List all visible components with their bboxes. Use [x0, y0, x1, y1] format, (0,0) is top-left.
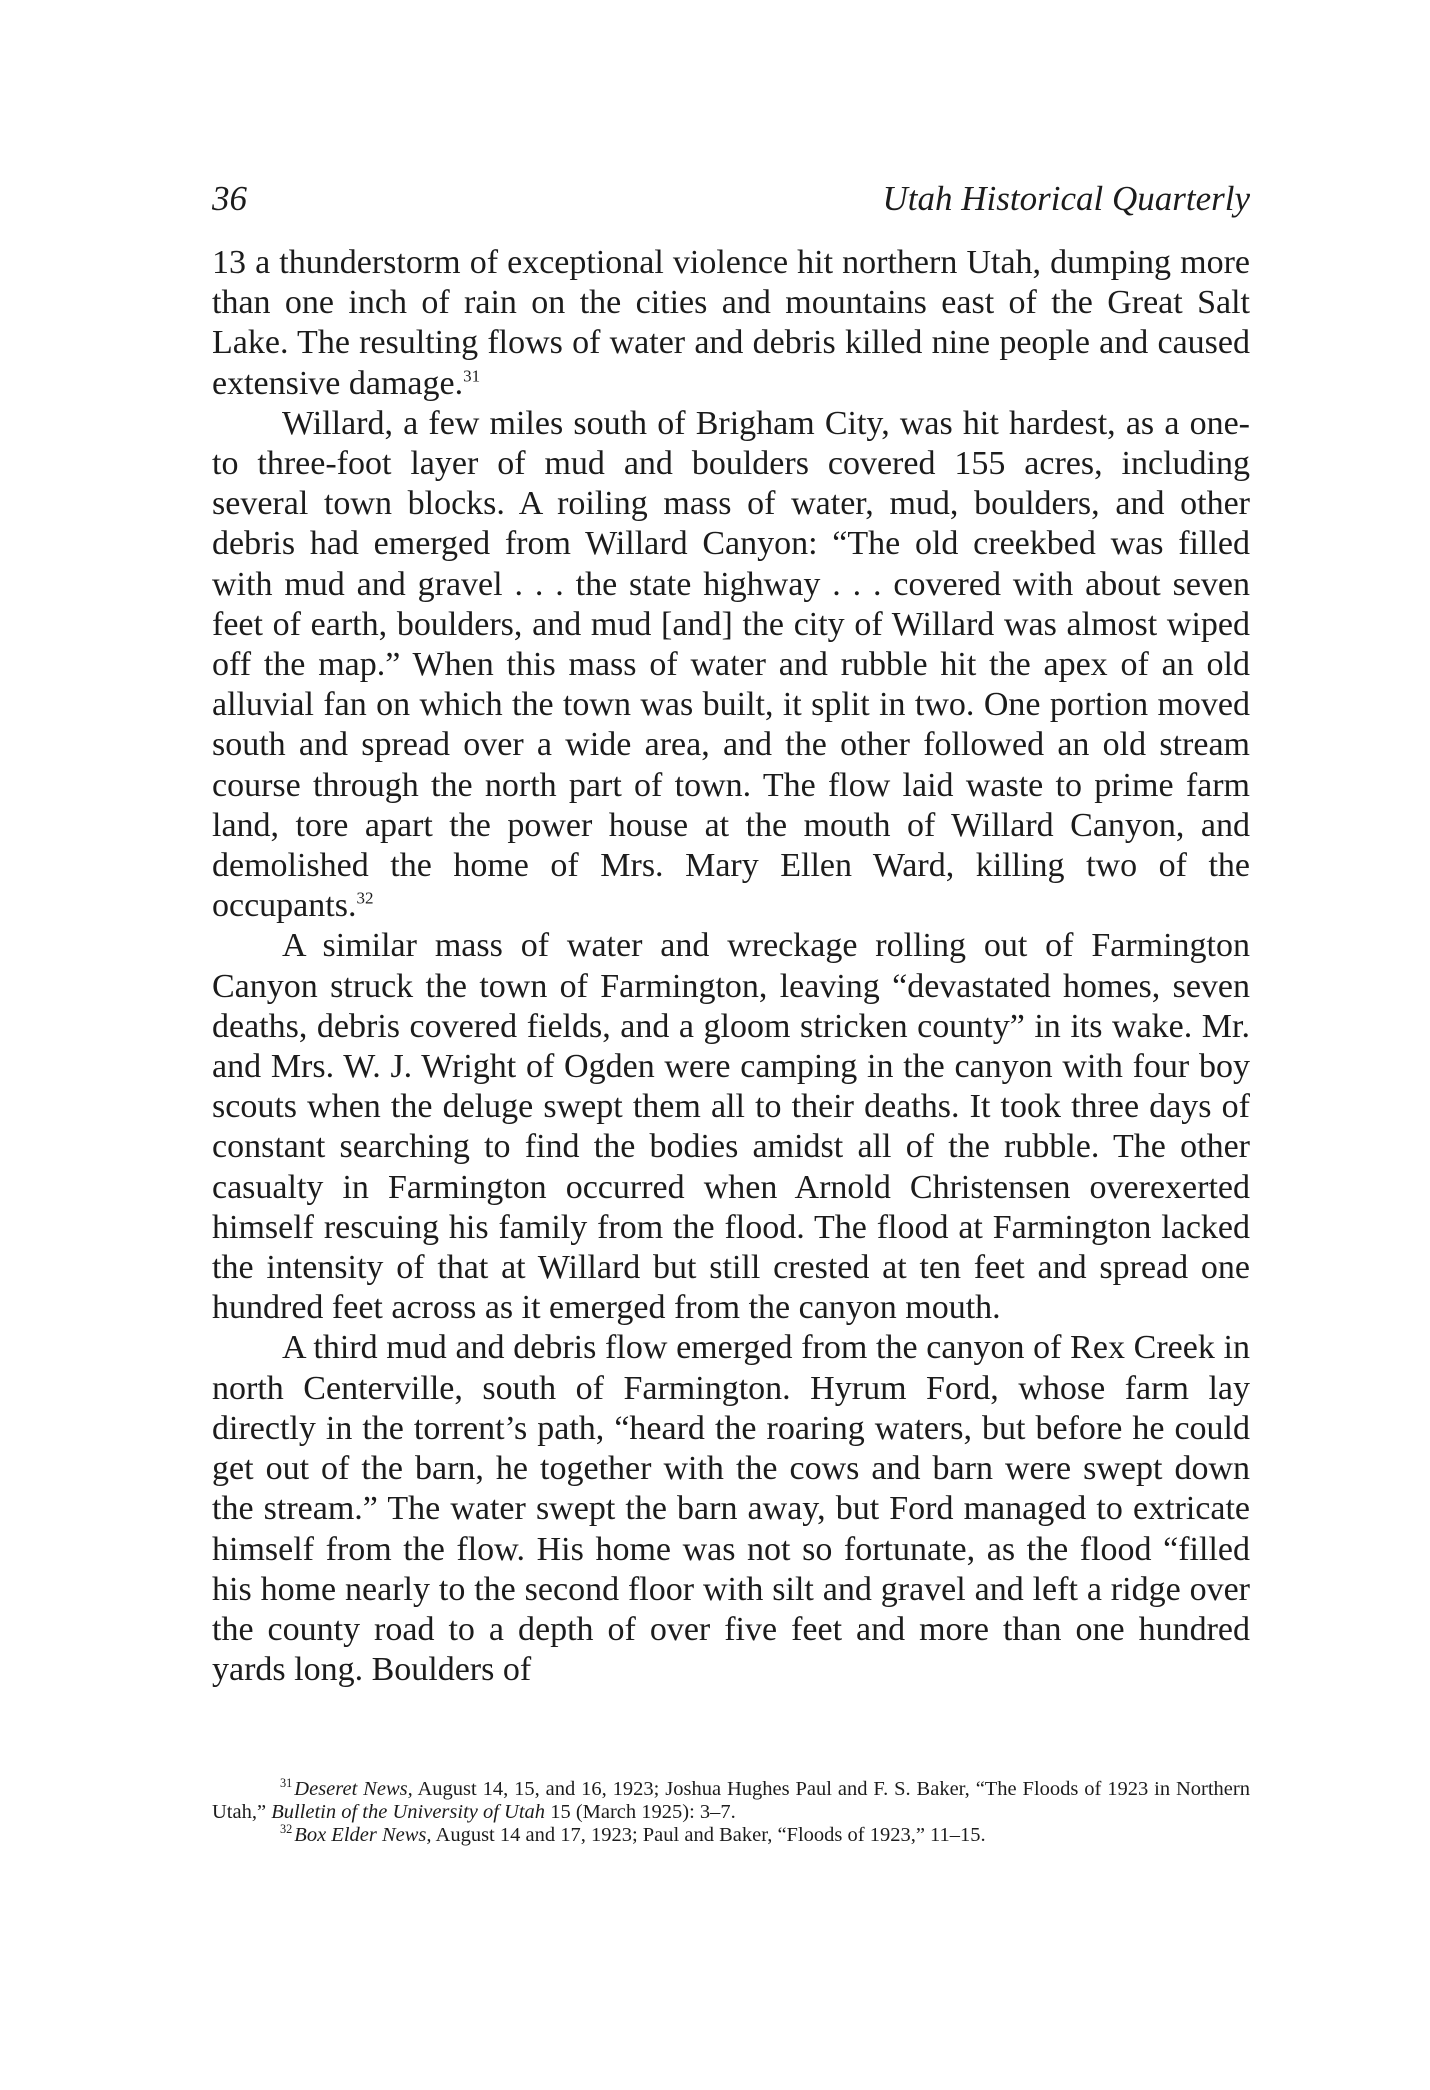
paragraph-3: A similar mass of water and wreckage rolling out of Farmington Canyon struck the town of Farmington, leaving “devastated homes, seven deaths, debris covered fields, and a gloom stricken county” in its wake. Mr. and Mrs. W. J. Wright of Ogden were camping in the canyon with four boy scouts when the deluge swept them all to their deaths. It took three days of constant searching to find the bodies amidst all of the rubble. The other casualty in Farmington occurred when Arnold Christensen overexerted himself rescuing his family from the flood. The flood at Farmington lacked the intensity of that at Willard but still crested at ten feet and spread one hundred feet across as it emerged from the canyon mouth.	[212, 927, 1250, 1327]
footnote-marker: 31	[280, 1776, 293, 1791]
footnote-segment: Bulletin of the University of Utah	[271, 1801, 546, 1823]
paragraph-1	[212, 243, 1250, 404]
footnote-segment: Box Elder News,	[294, 1824, 432, 1846]
footnote-ref-31: 31	[463, 366, 481, 386]
footnote-31	[212, 1778, 1250, 1824]
footnotes	[212, 1778, 1250, 1847]
paragraph-text: Willard, a few miles south of Brigham City, was hit hardest, as a one- to three-foot layer of mud and boulders covered 155 acres, including several town blocks. A roiling mass of water, mud, boulders, and other debris had emerged from Willard Canyon: “The old creekbed was filled with mud and gravel . . . the state highway . . . covered with about seven feet of earth, boulders, and mud [and] the city of Willard was almost wiped off the map.” When this mass of water and rubble hit the apex of an old alluvial fan on which the town was built, it split in two. One portion moved south and spread over a wide area, and the other followed an old stream course through the north part of town. The flow laid waste to prime farm land, tore apart the power house at the mouth of Willard Canyon, and demolished the home of Mrs. Mary Ellen Ward, killing two of the occupants.	[212, 404, 1250, 925]
footnote-segment: August 14, 15, and 16, 1923; Joshua Hughes Paul and F. S. Baker, “The Floods of 1923 in Northern Utah,”	[212, 1778, 1250, 1823]
footnote-marker: 32	[280, 1822, 293, 1837]
paragraph-2	[212, 404, 1250, 927]
journal-title: Utah Historical Quarterly	[882, 179, 1250, 218]
running-head	[212, 174, 1250, 224]
footnote-segment: August 14 and 17, 1923; Paul and Baker, “Floods of 1923,” 11–15.	[431, 1824, 986, 1846]
paragraph-text: 13 a thunderstorm of exceptional violence hit northern Utah, dumping more than one inch of rain on the cities and mountains east of the Great Salt Lake. The resulting flows of water and debris killed nine people and caused extensive damage.	[212, 244, 1250, 402]
footnote-ref-32: 32	[356, 888, 374, 908]
page-number: 36	[212, 179, 247, 218]
paragraph-4: A third mud and debris flow emerged from the canyon of Rex Creek in north Centerville, south of Farmington. Hyrum Ford, whose farm lay directly in the torrent’s path, “heard the roaring waters, but before he could get out of the barn, he together with the cows and barn were swept down the stream.” The water swept the barn away, but Ford managed to extricate himself from the flow. His home was not so fortunate, as the flood “filled his home nearly to the second floor with silt and gravel and left a ridge over the county road to a depth of over five feet and more than one hundred yards long. Boulders of	[212, 1329, 1250, 1689]
footnote-32	[212, 1824, 1250, 1847]
footnote-segment: Deseret News,	[294, 1778, 413, 1800]
footnote-segment: 15 (March 1925): 3–7.	[545, 1801, 736, 1823]
body-text	[212, 243, 1250, 1690]
